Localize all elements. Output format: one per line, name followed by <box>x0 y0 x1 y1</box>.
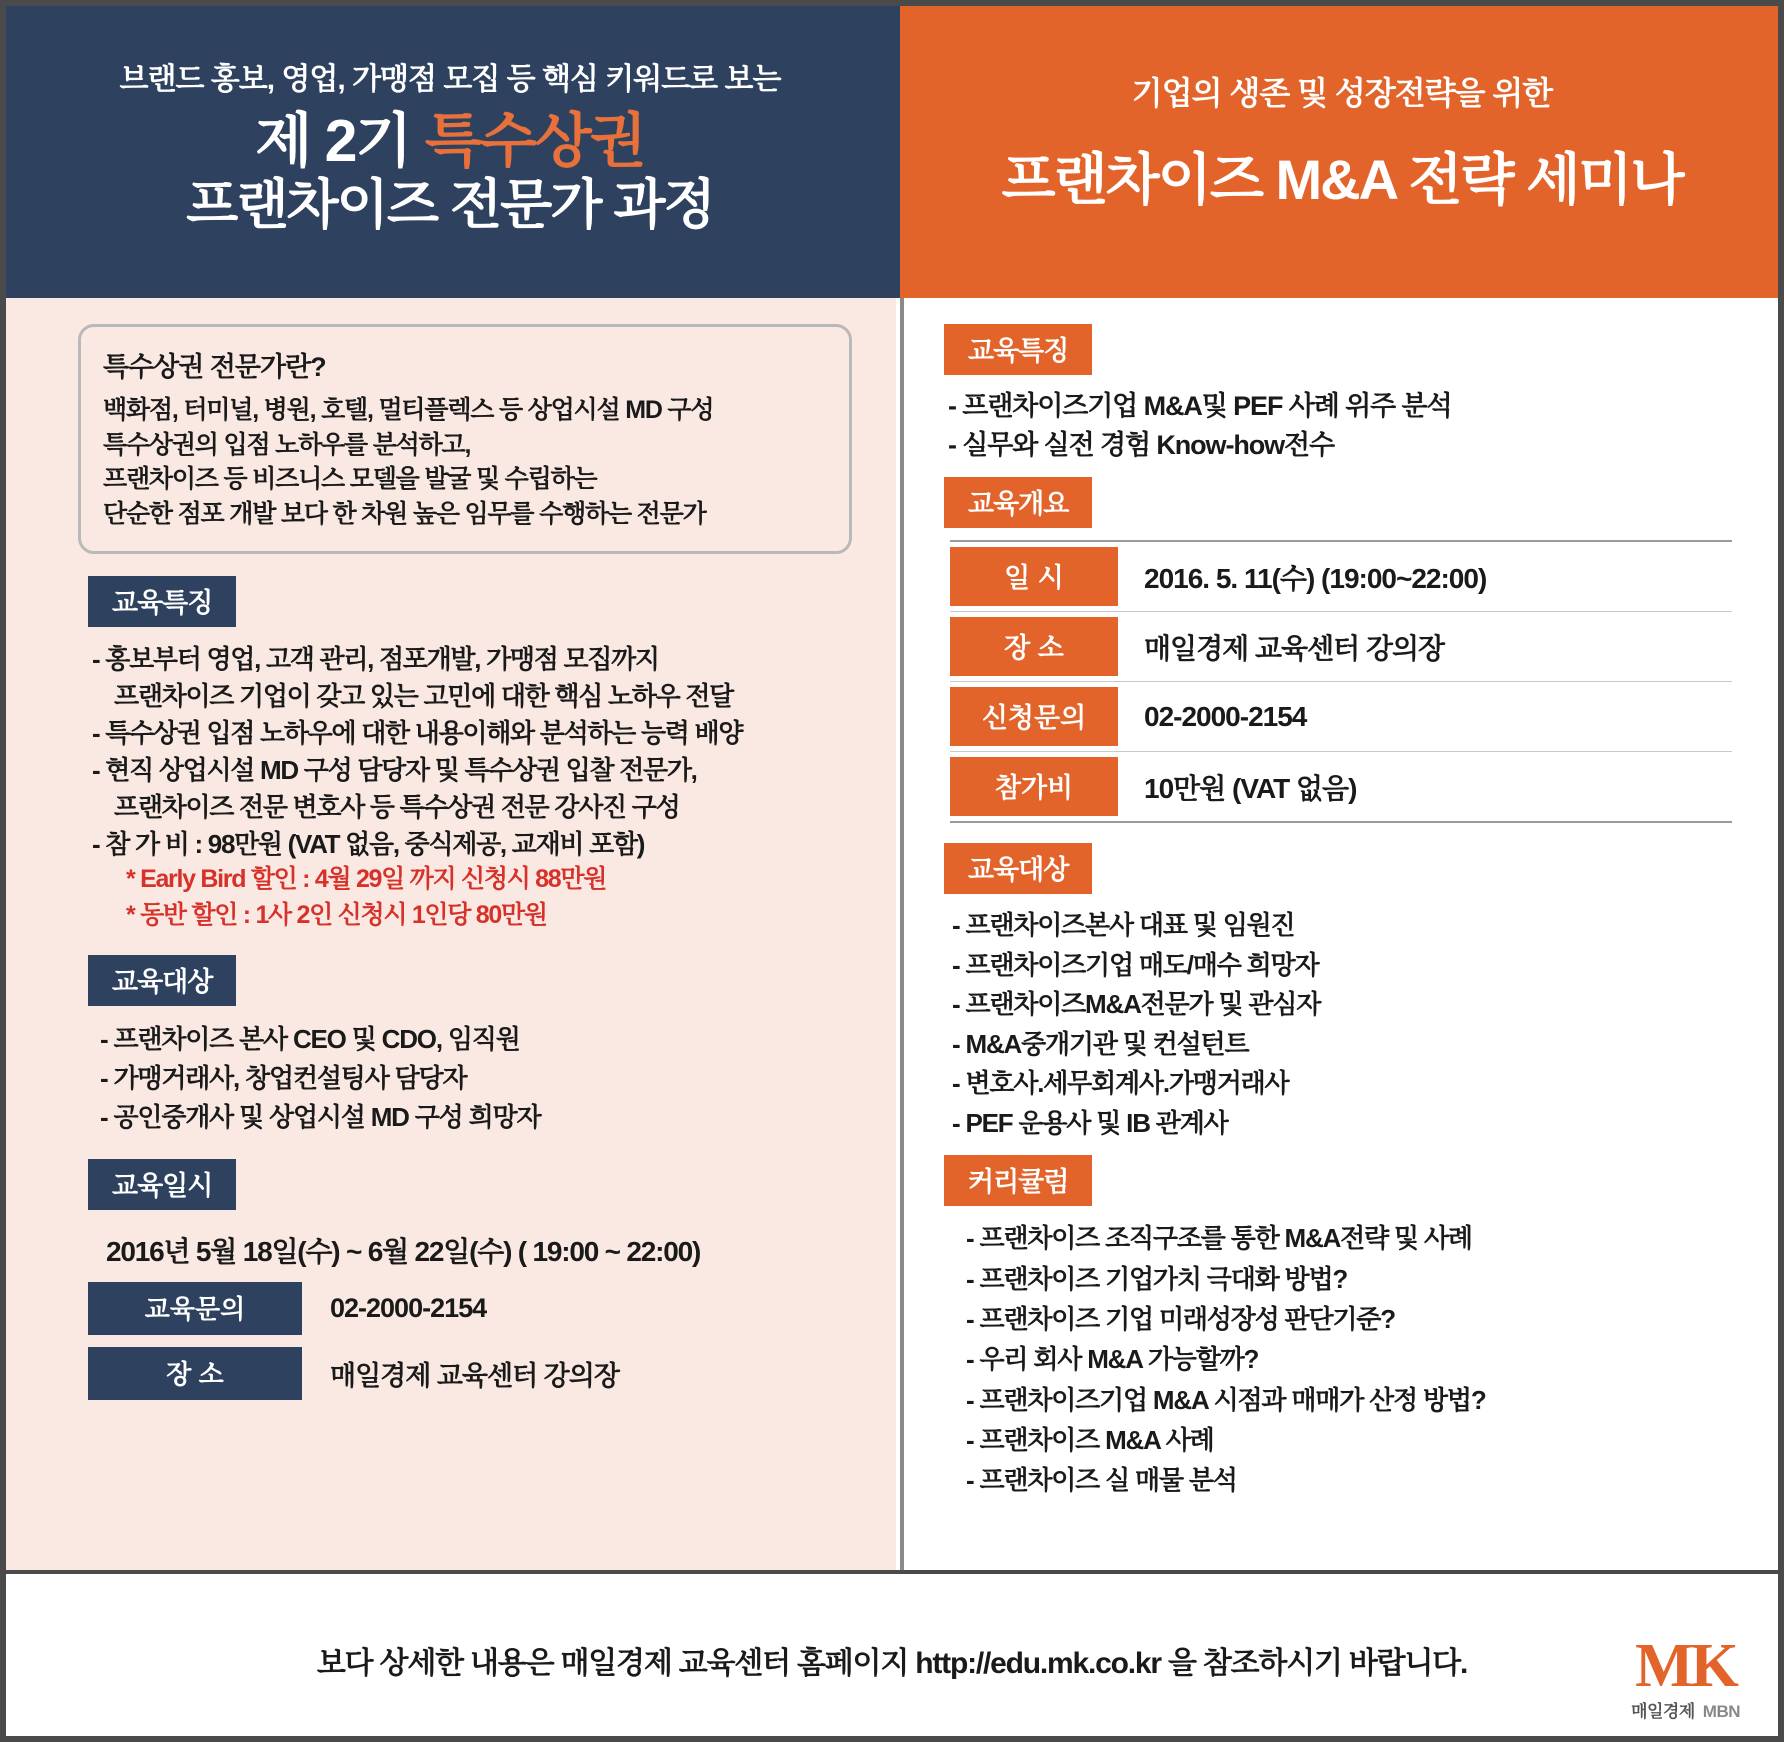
list-item: - 프랜차이즈 실 매물 분석 <box>966 1465 1237 1496</box>
right-header-subtitle: 기업의 생존 및 성장전략을 위한 <box>1131 75 1553 111</box>
left-schedule-value: 2016년 5월 18일(수) ~ 6월 22일(수) ( 19:00 ~ 22:00) <box>106 1236 701 1268</box>
mk-logo <box>1631 1632 1740 1721</box>
right-targets-tag: 교육대상 <box>944 843 1092 894</box>
overview-value: 매일경제 교육센터 강의장 <box>1144 632 1445 664</box>
list-item: - 프랜차이즈기업 M&A 시점과 매매가 산정 방법? <box>966 1384 1486 1415</box>
right-targets-list <box>952 906 1750 1143</box>
table-row <box>950 752 1732 821</box>
list-item: 프랜차이즈 기업이 갖고 있는 고민에 대한 핵심 노하우 전달 <box>114 680 733 711</box>
left-header-title-term: 제 2기 <box>255 107 411 174</box>
right-features-tag: 교육특징 <box>944 324 1092 375</box>
left-features-tag-row <box>88 576 870 627</box>
left-place-value: 매일경제 교육센터 강의장 <box>330 1361 619 1392</box>
definition-line: 프랜차이즈 등 비즈니스 모델을 발굴 및 수립하는 <box>103 465 597 493</box>
left-schedule-tag: 교육일시 <box>88 1159 236 1210</box>
right-overview-tag: 교육개요 <box>944 477 1092 528</box>
list-item: - M&A중개기관 및 컨설턴트 <box>952 1028 1249 1059</box>
list-item: - 프랜차이즈 M&A 사례 <box>966 1424 1214 1455</box>
list-item: - 우리 회사 M&A 가능할까? <box>966 1344 1259 1375</box>
left-schedule-tag-row <box>88 1159 870 1210</box>
footer-divider <box>6 1570 1778 1574</box>
mk-logo-korean: 매일경제 <box>1631 1702 1695 1721</box>
definition-line: 백화점, 터미널, 병원, 호텔, 멀티플렉스 등 상업시설 MD 구성 <box>103 396 714 424</box>
overview-value: 10만원 (VAT 없음) <box>1144 772 1357 804</box>
right-column <box>900 298 1784 1574</box>
left-header <box>0 0 900 298</box>
list-item: - 현직 상업시설 MD 구성 담당자 및 특수상권 입찰 전문가, <box>92 754 697 785</box>
list-item: - 참 가 비 : 98만원 (VAT 없음, 중식제공, 교재비 포함) <box>92 828 645 859</box>
overview-label: 일 시 <box>950 547 1118 606</box>
overview-value: 02-2000-2154 <box>1144 700 1307 732</box>
right-curriculum-tag: 커리큘럼 <box>944 1155 1092 1206</box>
list-item: - 변호사.세무회계사.가맹거래사 <box>952 1068 1289 1099</box>
overview-table <box>950 540 1732 823</box>
list-item: - 프랜차이즈 조직구조를 통한 M&A전략 및 사례 <box>966 1223 1472 1254</box>
right-features-list <box>948 387 1750 465</box>
right-curriculum-list <box>966 1218 1750 1500</box>
overview-label: 참가비 <box>950 757 1118 816</box>
left-place-label: 장 소 <box>88 1347 302 1400</box>
list-item: - PEF 운용사 및 IB 관계사 <box>952 1107 1228 1138</box>
table-row <box>950 682 1732 752</box>
right-curriculum-tag-row <box>944 1155 1750 1206</box>
overview-label: 장 소 <box>950 617 1118 676</box>
definition-line: 특수상권의 입점 노하우를 분석하고, <box>103 430 471 459</box>
list-item: - 프랜차이즈 기업가치 극대화 방법? <box>966 1263 1348 1294</box>
right-header-title: 프랜차이즈 M&A 전략 세미나 <box>1001 148 1683 211</box>
left-contact-label: 교육문의 <box>88 1282 302 1335</box>
list-item: - 특수상권 입점 노하우에 대한 내용이해와 분석하는 능력 배양 <box>92 717 743 748</box>
list-item: - 프랜차이즈기업 매도/매수 희망자 <box>952 949 1319 980</box>
list-item: - 프랜차이즈기업 M&A및 PEF 사례 위주 분석 <box>948 391 1452 421</box>
list-item-discount: * 동반 할인 : 1사 2인 신청시 1인당 80만원 <box>126 900 547 929</box>
left-features-tag: 교육특징 <box>88 576 236 627</box>
definition-box <box>78 324 852 554</box>
table-row <box>950 612 1732 682</box>
list-item: - 가맹거래사, 창업컨설팅사 담당자 <box>100 1063 467 1094</box>
left-contact-value: 02-2000-2154 <box>330 1293 487 1324</box>
mbn-logo-text: MBN <box>1702 1702 1740 1721</box>
left-header-title-line1 <box>255 108 645 174</box>
poster-body <box>0 298 1784 1574</box>
poster-footer <box>0 1574 1784 1742</box>
left-header-subtitle: 브랜드 홍보, 영업, 가맹점 모집 등 핵심 키워드로 보는 <box>119 62 781 96</box>
footer-note: 보다 상세한 내용은 매일경제 교육센터 홈페이지 http://edu.mk.co.kr 을 참조하시기 바랍니다. <box>316 1647 1468 1680</box>
list-item: - 홍보부터 영업, 고객 관리, 점포개발, 가맹점 모집까지 <box>92 644 659 674</box>
list-item: - 공인중개사 및 상업시설 MD 구성 희망자 <box>100 1102 541 1133</box>
definition-question: 특수상권 전문가란? <box>103 352 326 382</box>
right-targets-tag-row <box>944 843 1750 894</box>
left-header-title-highlight: 특수상권 <box>424 107 645 174</box>
left-targets-list <box>100 1020 870 1137</box>
mk-logo-text: MK <box>1635 1632 1736 1700</box>
list-item: - 프랜차이즈본사 대표 및 임원진 <box>952 910 1295 941</box>
left-header-title-line2: 프랜차이즈 전문가 과정 <box>186 174 714 235</box>
list-item-discount: * Early Bird 할인 : 4월 29일 까지 신청시 88만원 <box>126 865 607 894</box>
list-item: - 실무와 실전 경험 Know-how전수 <box>948 430 1334 461</box>
left-column <box>0 298 900 1574</box>
right-header <box>900 0 1784 298</box>
column-divider <box>900 298 904 1570</box>
poster-header <box>0 0 1784 298</box>
overview-label: 신청문의 <box>950 687 1118 746</box>
overview-value: 2016. 5. 11(수) (19:00~22:00) <box>1144 562 1487 594</box>
list-item: - 프랜차이즈 본사 CEO 및 CDO, 임직원 <box>100 1024 520 1055</box>
left-contact-row <box>88 1282 870 1335</box>
right-features-tag-row <box>944 324 1750 375</box>
right-overview-tag-row <box>944 477 1750 528</box>
left-features-list <box>92 641 870 933</box>
list-item: - 프랜차이즈M&A전문가 및 관심자 <box>952 989 1321 1020</box>
mk-logo-subtext <box>1631 1703 1740 1720</box>
list-item: - 프랜차이즈 기업 미래성장성 판단기준? <box>966 1303 1395 1334</box>
left-targets-tag-row <box>88 955 870 1006</box>
definition-line: 단순한 점포 개발 보다 한 차원 높은 임무를 수행하는 전문가 <box>103 499 706 528</box>
table-row <box>950 542 1732 612</box>
list-item: 프랜차이즈 전문 변호사 등 특수상권 전문 강사진 구성 <box>114 791 680 822</box>
left-place-row <box>88 1347 870 1400</box>
left-targets-tag: 교육대상 <box>88 955 236 1006</box>
